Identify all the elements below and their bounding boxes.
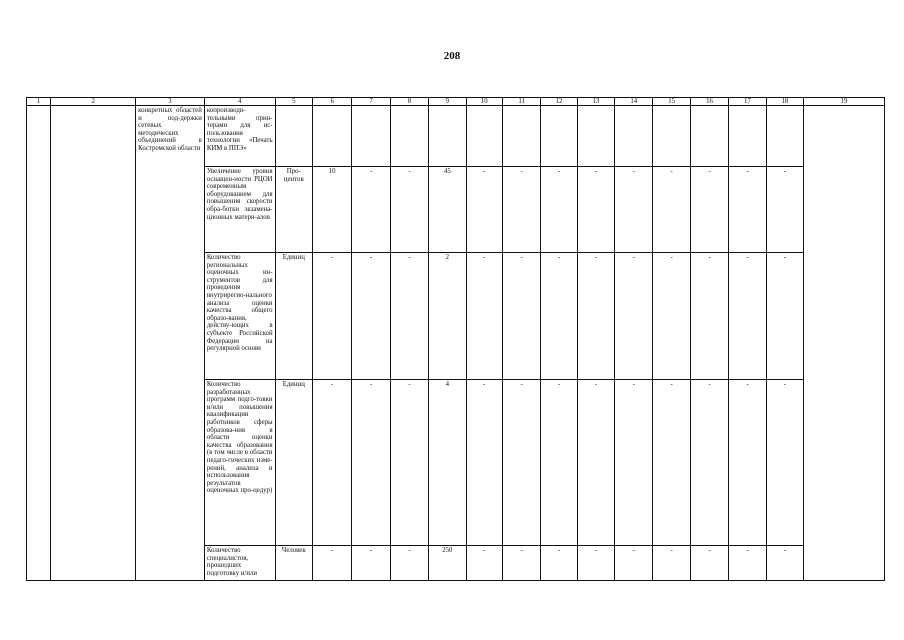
indicator-name: копроизводи-тельными прин-терами для ис-пользования технологии «Печать КИМ в ППЭ» xyxy=(204,106,275,167)
header-cell: 12 xyxy=(541,98,577,106)
value-cell: - xyxy=(615,380,653,546)
value-cell xyxy=(312,106,351,167)
value-cell: - xyxy=(466,167,502,253)
value-cell: - xyxy=(766,253,803,380)
value-cell: 250 xyxy=(429,546,466,581)
value-cell: 45 xyxy=(429,167,466,253)
header-cell: 16 xyxy=(690,98,728,106)
value-cell: - xyxy=(729,546,766,581)
value-cell: - xyxy=(766,546,803,581)
value-cell: - xyxy=(352,167,390,253)
value-cell xyxy=(577,106,614,167)
header-cell: 8 xyxy=(390,98,428,106)
value-cell xyxy=(541,106,577,167)
value-cell: - xyxy=(577,253,614,380)
value-cell: - xyxy=(653,380,690,546)
value-cell: - xyxy=(390,546,428,581)
value-cell: - xyxy=(729,253,766,380)
value-cell: - xyxy=(690,380,728,546)
value-cell: - xyxy=(312,380,351,546)
value-cell: - xyxy=(615,546,653,581)
header-row xyxy=(27,98,885,106)
value-cell: - xyxy=(541,546,577,581)
value-cell: - xyxy=(615,167,653,253)
value-cell: - xyxy=(541,380,577,546)
value-cell xyxy=(766,106,803,167)
value-cell: - xyxy=(390,380,428,546)
unit-cell: Про-центов xyxy=(275,167,312,253)
value-cell: - xyxy=(729,380,766,546)
value-cell: - xyxy=(766,167,803,253)
header-cell: 10 xyxy=(466,98,502,106)
value-cell: - xyxy=(466,546,502,581)
header-cell: 13 xyxy=(577,98,614,106)
header-cell: 15 xyxy=(653,98,690,106)
indicator-name: Количество специалистов, прошедших подготовку и/или xyxy=(204,546,275,581)
unit-cell xyxy=(275,106,312,167)
header-cell: 4 xyxy=(204,98,275,106)
value-cell: - xyxy=(502,380,540,546)
value-cell: - xyxy=(502,167,540,253)
value-cell: - xyxy=(653,546,690,581)
program-description: конкретных областей и под-держки сетевых методических объединений в Костромской области xyxy=(136,106,205,581)
header-cell: 11 xyxy=(502,98,540,106)
value-cell xyxy=(352,106,390,167)
col1-cell xyxy=(27,106,51,581)
header-cell: 19 xyxy=(804,98,885,106)
value-cell: - xyxy=(502,253,540,380)
value-cell: 2 xyxy=(429,253,466,380)
value-cell: - xyxy=(766,380,803,546)
value-cell: - xyxy=(690,253,728,380)
value-cell xyxy=(729,106,766,167)
header-cell: 17 xyxy=(729,98,766,106)
value-cell: - xyxy=(541,253,577,380)
value-cell: - xyxy=(690,167,728,253)
value-cell: - xyxy=(390,253,428,380)
header-cell: 2 xyxy=(51,98,136,106)
value-cell: - xyxy=(653,167,690,253)
value-cell: - xyxy=(312,253,351,380)
indicator-name: Увеличение уровня оснащен-ности РЦОИ современным оборудованием для повышения скорости обра-ботки экзамена-ционных матери-алов xyxy=(204,167,275,253)
header-cell: 3 xyxy=(136,98,205,106)
page-number: 208 xyxy=(443,50,461,62)
value-cell: 4 xyxy=(429,380,466,546)
header-cell: 9 xyxy=(429,98,466,106)
value-cell: - xyxy=(690,546,728,581)
value-cell: - xyxy=(502,546,540,581)
col19-cell xyxy=(804,106,885,581)
value-cell xyxy=(466,106,502,167)
header-cell: 6 xyxy=(312,98,351,106)
header-cell: 1 xyxy=(27,98,51,106)
col2-cell xyxy=(51,106,136,581)
value-cell: - xyxy=(466,253,502,380)
value-cell xyxy=(429,106,466,167)
header-cell: 18 xyxy=(766,98,803,106)
value-cell xyxy=(653,106,690,167)
indicator-name: Количество региональных оценочных ин-струментов для проведения внутрирегио-нального анализа оценки качества общего образо-вания, действу-ющих в субъекте Российской Федерации на регулярной основе xyxy=(204,253,275,380)
table-row xyxy=(27,106,885,167)
header-cell: 7 xyxy=(352,98,390,106)
value-cell: - xyxy=(312,546,351,581)
value-cell: - xyxy=(577,546,614,581)
value-cell: - xyxy=(352,380,390,546)
value-cell: - xyxy=(352,546,390,581)
unit-cell: Человек xyxy=(275,546,312,581)
indicators-table xyxy=(26,97,885,581)
value-cell: 10 xyxy=(312,167,351,253)
indicator-name: Количество разработанных программ подго-товки и/или повышения квалификации работников сферы образова-ния в области оценки качества образования (в том числе в области педаго-гических изме-рений, анализа и использования результатов оценочных про-цедур) xyxy=(204,380,275,546)
value-cell: - xyxy=(615,253,653,380)
unit-cell: Единиц xyxy=(275,380,312,546)
value-cell: - xyxy=(577,380,614,546)
header-cell: 14 xyxy=(615,98,653,106)
unit-cell: Единиц xyxy=(275,253,312,380)
value-cell: - xyxy=(390,167,428,253)
value-cell: - xyxy=(541,167,577,253)
value-cell: - xyxy=(729,167,766,253)
header-cell: 5 xyxy=(275,98,312,106)
value-cell xyxy=(390,106,428,167)
value-cell xyxy=(502,106,540,167)
value-cell: - xyxy=(577,167,614,253)
value-cell: - xyxy=(466,380,502,546)
value-cell: - xyxy=(653,253,690,380)
value-cell xyxy=(615,106,653,167)
value-cell: - xyxy=(352,253,390,380)
value-cell xyxy=(690,106,728,167)
